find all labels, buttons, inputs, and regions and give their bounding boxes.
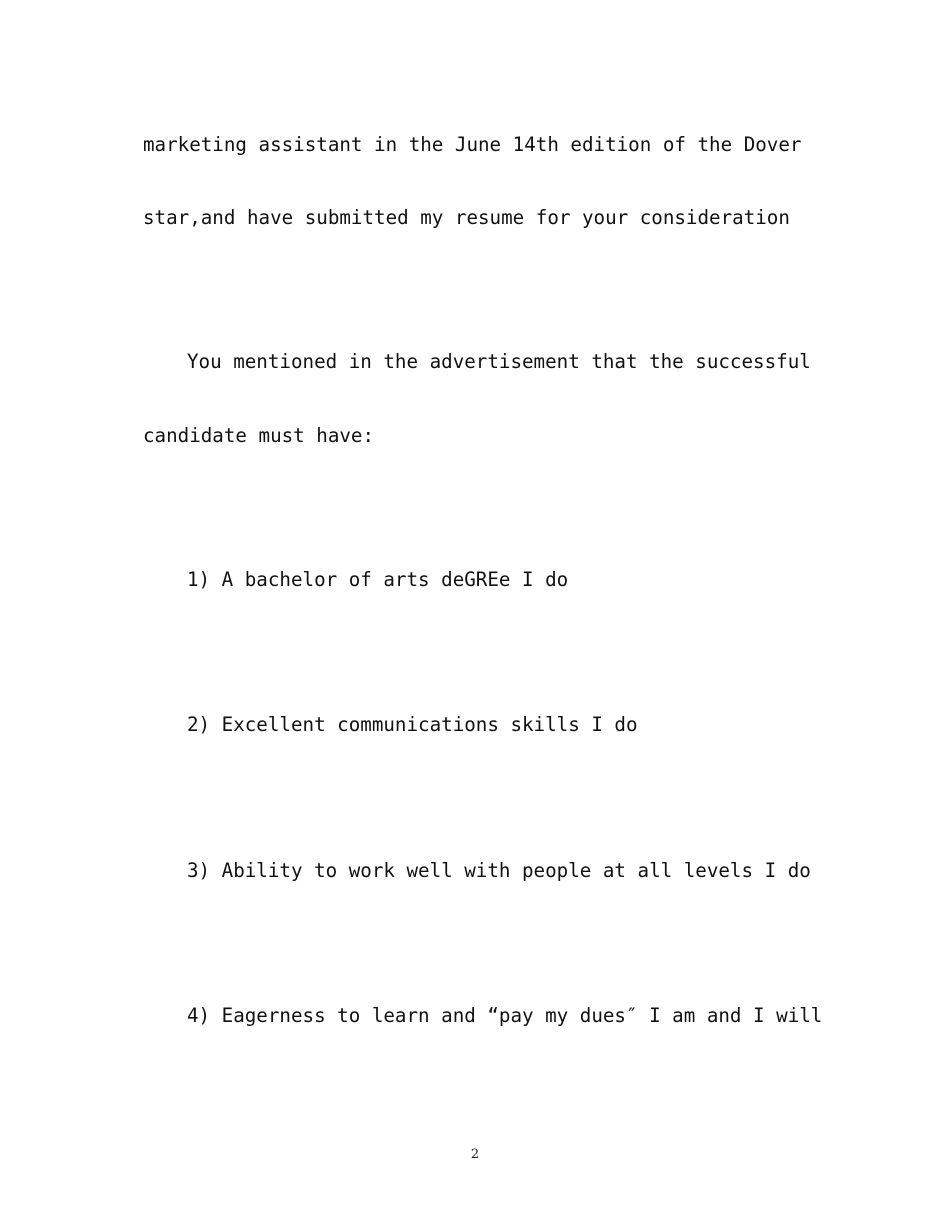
- paragraph-line: marketing assistant in the June 14th edition of the Dover: [143, 133, 802, 156]
- list-item: 4) Eagerness to learn and “pay my dues″ I am and I will: [187, 1004, 823, 1027]
- list-item: 1) A bachelor of arts deGREe I do: [187, 568, 569, 591]
- list-item: 2) Excellent communications skills I do: [187, 713, 638, 736]
- paragraph-line: You mentioned in the advertisement that the successful: [187, 350, 811, 373]
- page-number: 2: [470, 1147, 480, 1162]
- paragraph-line: candidate must have:: [143, 424, 375, 447]
- paragraph-line: star,and have submitted my resume for your consideration: [143, 206, 790, 229]
- list-item: 3) Ability to work well with people at all levels I do: [187, 859, 811, 882]
